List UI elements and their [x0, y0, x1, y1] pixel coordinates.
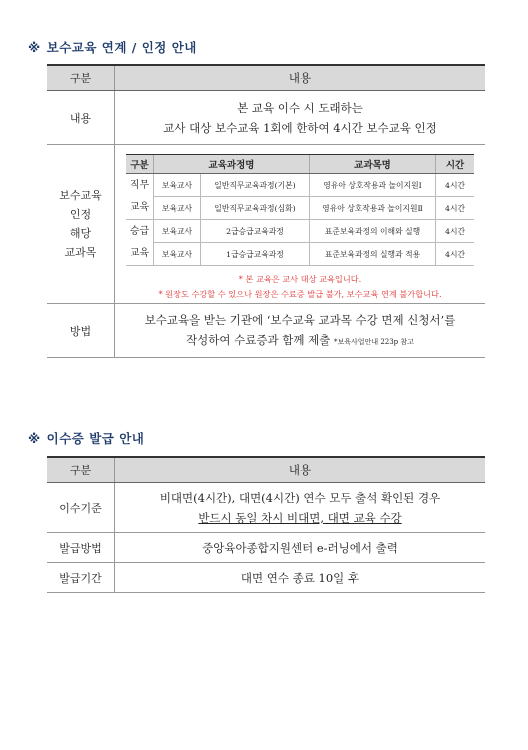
- section1-title-text: 보수교육 연계 / 인정 안내: [46, 40, 197, 55]
- row-value-content: [115, 91, 486, 145]
- method-reference-note: *보육사업안내 223p 참고: [334, 337, 414, 346]
- table-row: [126, 243, 474, 266]
- method-line-2-text: 작성하여 수료증과 함께 제출: [186, 332, 331, 347]
- label-line: 인정: [69, 208, 92, 221]
- reference-mark: ※: [28, 431, 41, 446]
- table-row: [126, 197, 474, 220]
- method-line-1: 보수교육을 받는 기관에 ‘보수교육 교과목 수강 면제 신청서’를: [144, 312, 456, 327]
- course-cell: 1급승급교육과정: [201, 243, 310, 266]
- target-cell: 보육교사: [154, 220, 201, 243]
- header-content: 내용: [115, 65, 486, 91]
- label-line: 교과목: [64, 246, 97, 259]
- criteria-line-2-text: 반드시 동일 차시 비대면, 대면 교육 수강: [198, 510, 402, 525]
- group-job-training: [126, 174, 154, 220]
- table-row: [126, 174, 474, 197]
- reference-mark: ※: [28, 40, 41, 55]
- group-line: 승급: [129, 225, 150, 237]
- subject-cell: 영유아 상호작용과 놀이지원Ⅰ: [310, 174, 436, 197]
- row-label-method: 방법: [47, 304, 115, 358]
- content-line-1: 본 교육 이수 시 도래하는: [237, 100, 363, 115]
- hours-cell: 4시간: [436, 220, 475, 243]
- target-cell: 보육교사: [154, 197, 201, 220]
- header-category: 구분: [47, 457, 115, 483]
- table-header-row: [47, 457, 485, 483]
- subject-cell: 영유아 상호작용과 놀이지원Ⅱ: [310, 197, 436, 220]
- table-row-content: [47, 91, 485, 145]
- row-label-issue-method: 발급방법: [47, 533, 115, 563]
- issue-period-text: 대면 연수 종료 10일 후: [240, 570, 360, 585]
- subject-cell: 표준보육과정의 이해와 실행: [310, 220, 436, 243]
- row-label-criteria: 이수기준: [47, 483, 115, 533]
- content-line-2: 교사 대상 보수교육 1회에 한하여 4시간 보수교육 인정: [163, 120, 437, 135]
- subjects-header-hours: 시간: [436, 155, 475, 174]
- criteria-line-1: 비대면(4시간), 대면(4시간) 연수 모두 출석 확인된 경우: [159, 490, 441, 505]
- section2-title: [28, 429, 144, 447]
- table-header-row: [47, 65, 485, 91]
- label-line: 해당: [69, 227, 92, 240]
- subjects-header-subject: 교과목명: [310, 155, 436, 174]
- certificate-table: [47, 456, 485, 593]
- table-row-issue-method: [47, 533, 485, 563]
- table-row: [126, 220, 474, 243]
- subjects-header-row: [126, 155, 474, 174]
- table-row-criteria: [47, 483, 485, 533]
- row-label-content: 내용: [47, 91, 115, 145]
- subject-cell: 표준보육과정의 실행과 적용: [310, 243, 436, 266]
- hours-cell: 4시간: [436, 243, 475, 266]
- target-cell: 보육교사: [154, 174, 201, 197]
- table-row-method: [47, 304, 485, 358]
- issue-method-text: 중앙육아종합지원센터 e-러닝에서 출력: [202, 540, 398, 555]
- criteria-line-2: [116, 508, 484, 528]
- subjects-header-category: 구분: [126, 155, 154, 174]
- row-value-issue-method: [115, 533, 486, 563]
- group-promotion-training: [126, 220, 154, 266]
- row-value-method: [115, 304, 486, 358]
- hours-cell: 4시간: [436, 197, 475, 220]
- group-line: 직무: [129, 179, 150, 191]
- header-category: 구분: [47, 65, 115, 91]
- row-label-subjects: [47, 145, 115, 304]
- course-cell: 일반직무교육과정(심화): [201, 197, 310, 220]
- row-value-criteria: [115, 483, 486, 533]
- header-content: 내용: [115, 457, 486, 483]
- subjects-header-course: 교육과정명: [154, 155, 310, 174]
- course-cell: 일반직무교육과정(기본): [201, 174, 310, 197]
- row-value-issue-period: [115, 563, 486, 593]
- note-teacher-only: * 본 교육은 교사 대상 교육입니다.: [238, 274, 362, 284]
- method-line-2: [116, 330, 484, 352]
- subjects-table: [126, 154, 474, 266]
- target-cell: 보육교사: [154, 243, 201, 266]
- note-director: * 원장도 수강할 수 있으나 원장은 수료증 발급 불가, 보수교육 연계 불가합니다.: [158, 289, 442, 299]
- table-row-issue-period: [47, 563, 485, 593]
- hours-cell: 4시간: [436, 174, 475, 197]
- course-cell: 2급승급교육과정: [201, 220, 310, 243]
- table-row-subjects: [47, 145, 485, 304]
- row-label-issue-period: 발급기간: [47, 563, 115, 593]
- row-value-subjects: [115, 145, 486, 304]
- section2-title-text: 이수증 발급 안내: [46, 431, 145, 446]
- label-line: 보수교육: [59, 189, 102, 202]
- training-recognition-table: [47, 64, 485, 358]
- group-line: 교육: [129, 247, 150, 259]
- group-line: 교육: [129, 201, 150, 213]
- section1-title: [28, 38, 197, 56]
